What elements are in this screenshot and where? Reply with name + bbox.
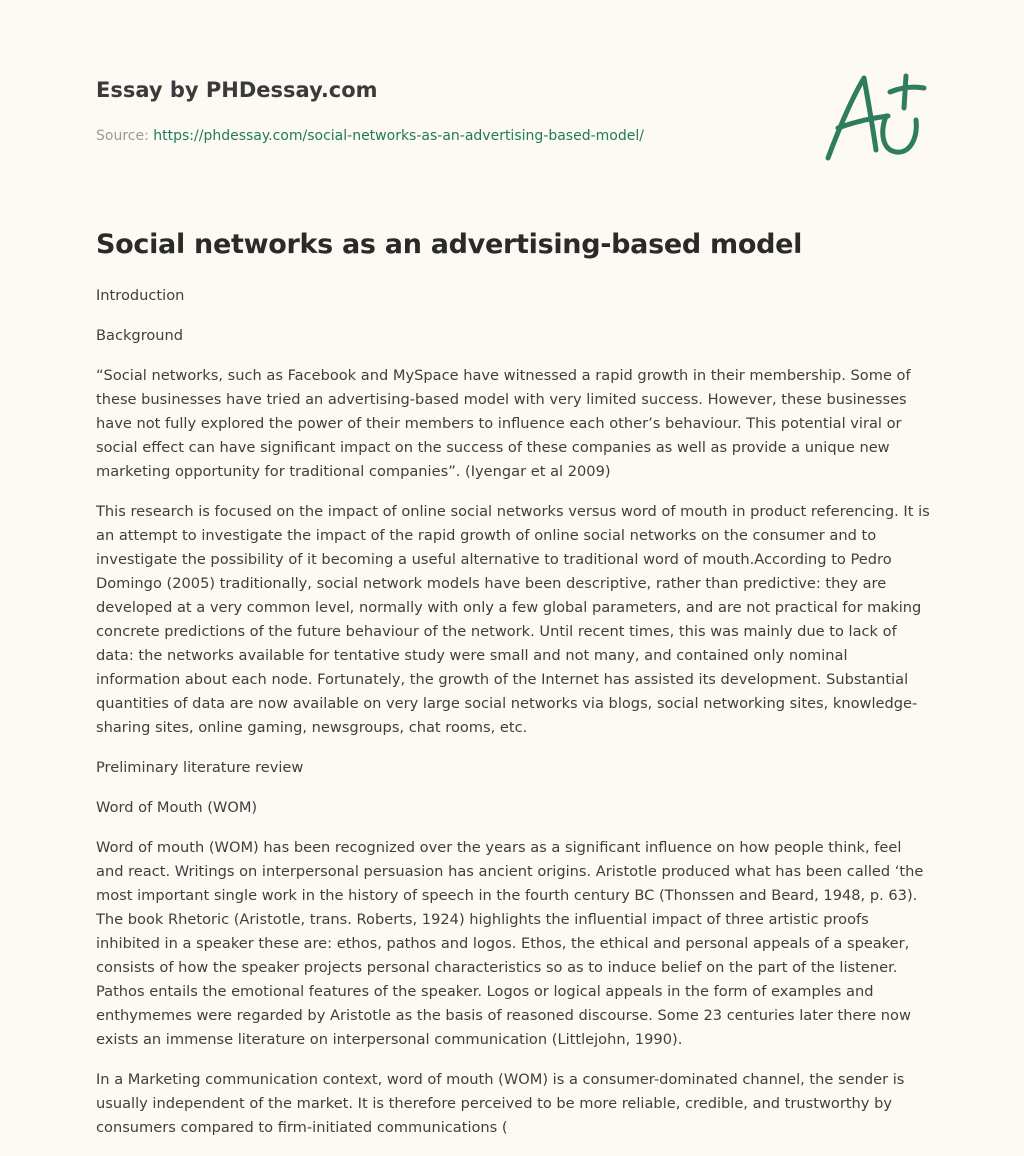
paragraph-research-focus: This research is focused on the impact of online social networks versus word of mouth in product referencing. It is an attempt to investigate the impact of the rapid growth of online social networks on the consumer and to investigate the possibility of it becoming a useful alternative to traditional word of mouth.According to Pedro Domingo (2005) traditionally, social network models have been descriptive, rather than predictive: they are developed at a very common level, normally with only a few global parameters, and are not practical for making concrete predictions of the future behaviour of the network. Until recent times, this was mainly due to lack of data: the networks available for tentative study were small and not many, and contained only nominal information about each node. Fortunately, the growth of the Internet has assisted its development. Substantial quantities of data are now available on very large social networks via blogs, social networking sites, knowledge-sharing sites, online gaming, newsgroups, chat rooms, etc.	[96, 503, 930, 736]
paragraph-background: Background	[96, 327, 184, 344]
paragraph-marketing: In a Marketing communication context, word of mouth (WOM) is a consumer-dominated channel, the sender is usually independent of the market. It is therefore perceived to be more reliable, credible, and trustworthy by consumers compared to firm-initiated communications (	[96, 1071, 905, 1136]
source-link[interactable]: https://phdessay.com/social-networks-as-an-advertising-based-model/	[153, 128, 644, 144]
header	[96, 76, 796, 146]
a-plus-logo-icon	[818, 66, 930, 166]
document-body	[96, 284, 932, 1156]
source-label: Source:	[96, 128, 154, 144]
paragraph-wom: Word of mouth (WOM) has been recognized over the years as a significant influence on how people think, feel and react. Writings on interpersonal persuasion has ancient origins. Aristotle produced what has been called ‘the most important single work in the history of speech in the fourth century BC (Thonssen and Beard, 1948, p. 63). The book Rhetoric (Aristotle, trans. Roberts, 1924) highlights the influential impact of three artistic proofs inhibited in a speaker these are: ethos, pathos and logos. Ethos, the ethical and personal appeals of a speaker, consists of how the speaker projects personal characteristics so as to induce belief on the part of the listener. Pathos entails the emotional features of the speaker. Logos or logical appeals in the form of examples and enthymemes were regarded by Aristotle as the basis of reasoned discourse. Some 23 centuries later there now exists an immense literature on interpersonal communication (Littlejohn, 1990).	[96, 839, 924, 1048]
paragraph-literature-review: Preliminary literature review	[96, 759, 304, 776]
paragraph-quote: “Social networks, such as Facebook and MySpace have witnessed a rapid growth in their membership. Some of these businesses have tried an advertising-based model with very limited success. However, these businesses have not fully explored the power of their members to influence each other’s behaviour. This potential viral or social effect can have significant impact on the success of these companies as well as provide a unique new marketing opportunity for traditional companies”. (Iyengar et al 2009)	[96, 367, 911, 480]
source-line	[96, 126, 796, 146]
paragraph-wom-heading: Word of Mouth (WOM)	[96, 799, 258, 816]
paragraph-introduction: Introduction	[96, 287, 185, 304]
site-title: Essay by PHDessay.com	[96, 78, 378, 102]
document-title: Social networks as an advertising-based model	[96, 229, 803, 260]
